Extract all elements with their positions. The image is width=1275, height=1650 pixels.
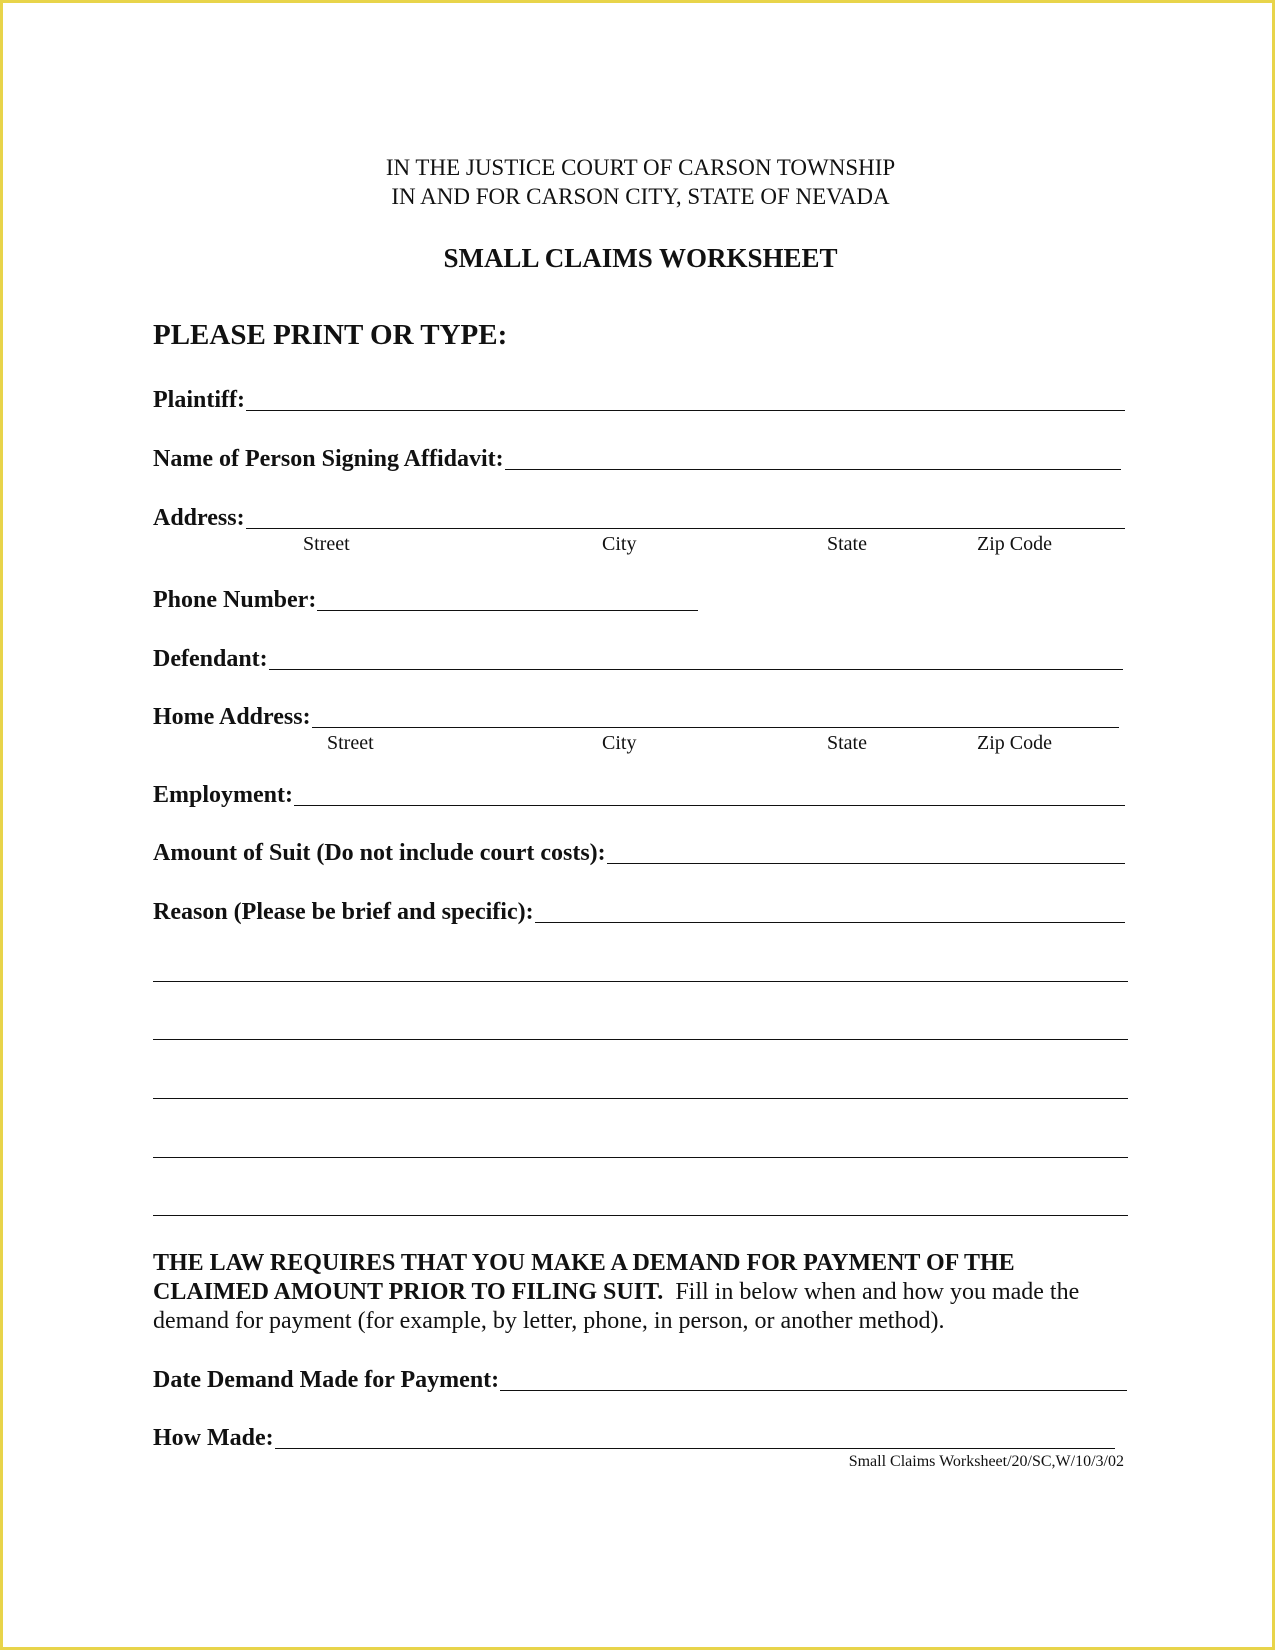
date-demand-field[interactable] [153, 1363, 1127, 1397]
reason-line[interactable] [535, 902, 1125, 923]
phone-label: Phone Number: [153, 587, 317, 613]
home-street-caption: Street [327, 732, 374, 754]
reason-blank-line[interactable] [153, 981, 1128, 982]
home-address-label: Home Address: [153, 704, 311, 730]
date-demand-label: Date Demand Made for Payment: [153, 1367, 500, 1393]
court-header-line-1: IN THE JUSTICE COURT OF CARSON TOWNSHIP [385, 155, 896, 180]
print-instruction: PLEASE PRINT OR TYPE: [153, 319, 508, 351]
amount-field[interactable] [153, 836, 1125, 870]
address-line[interactable] [246, 508, 1125, 529]
reason-blank-line[interactable] [153, 1215, 1128, 1216]
defendant-line[interactable] [269, 649, 1123, 670]
home-address-line[interactable] [312, 707, 1119, 728]
demand-notice-bold: THE LAW REQUIRES THAT YOU MAKE A DEMAND FOR PAYMENT OF THE CLAIMED AMOUNT PRIOR TO FILING SUIT. [153, 1250, 1015, 1305]
home-zip-caption: Zip Code [977, 732, 1052, 754]
amount-label: Amount of Suit (Do not include court costs): [153, 840, 606, 866]
address-city-caption: City [602, 533, 637, 555]
reason-blank-line[interactable] [153, 1039, 1128, 1040]
document-title: SMALL CLAIMS WORKSHEET [443, 243, 838, 273]
phone-line[interactable] [317, 590, 698, 611]
court-header [3, 153, 1275, 211]
reason-blank-line[interactable] [153, 1157, 1128, 1158]
affiant-line[interactable] [505, 449, 1121, 470]
employment-field[interactable] [153, 778, 1125, 812]
address-field[interactable] [153, 501, 1125, 535]
defendant-field[interactable] [153, 642, 1123, 676]
affiant-label: Name of Person Signing Affidavit: [153, 446, 504, 472]
amount-line[interactable] [607, 843, 1125, 864]
plaintiff-label: Plaintiff: [153, 387, 245, 413]
demand-notice-text: Fill in below when and how you made the demand for payment (for example, by letter, phone, in person, or another method). [153, 1279, 1080, 1334]
how-made-label: How Made: [153, 1425, 274, 1451]
home-city-caption: City [602, 732, 637, 754]
phone-field[interactable] [153, 583, 698, 617]
address-state-caption: State [827, 533, 867, 555]
reason-field[interactable] [153, 895, 1125, 929]
employment-label: Employment: [153, 782, 293, 808]
defendant-label: Defendant: [153, 646, 268, 672]
reason-blank-line[interactable] [153, 1098, 1128, 1099]
demand-notice [153, 1249, 1133, 1336]
address-street-caption: Street [303, 533, 350, 555]
form-number-footer: Small Claims Worksheet/20/SC,W/10/3/02 [848, 1453, 1124, 1470]
home-address-field[interactable] [153, 700, 1119, 734]
date-demand-line[interactable] [500, 1370, 1127, 1391]
plaintiff-line[interactable] [246, 390, 1125, 411]
employment-line[interactable] [294, 785, 1125, 806]
address-label: Address: [153, 505, 245, 531]
how-made-field[interactable] [153, 1421, 1115, 1455]
home-state-caption: State [827, 732, 867, 754]
reason-label: Reason (Please be brief and specific): [153, 899, 534, 925]
court-header-line-2: IN AND FOR CARSON CITY, STATE OF NEVADA [391, 184, 890, 209]
affiant-field[interactable] [153, 442, 1121, 476]
plaintiff-field[interactable] [153, 383, 1125, 417]
address-zip-caption: Zip Code [977, 533, 1052, 555]
how-made-line[interactable] [275, 1428, 1115, 1449]
